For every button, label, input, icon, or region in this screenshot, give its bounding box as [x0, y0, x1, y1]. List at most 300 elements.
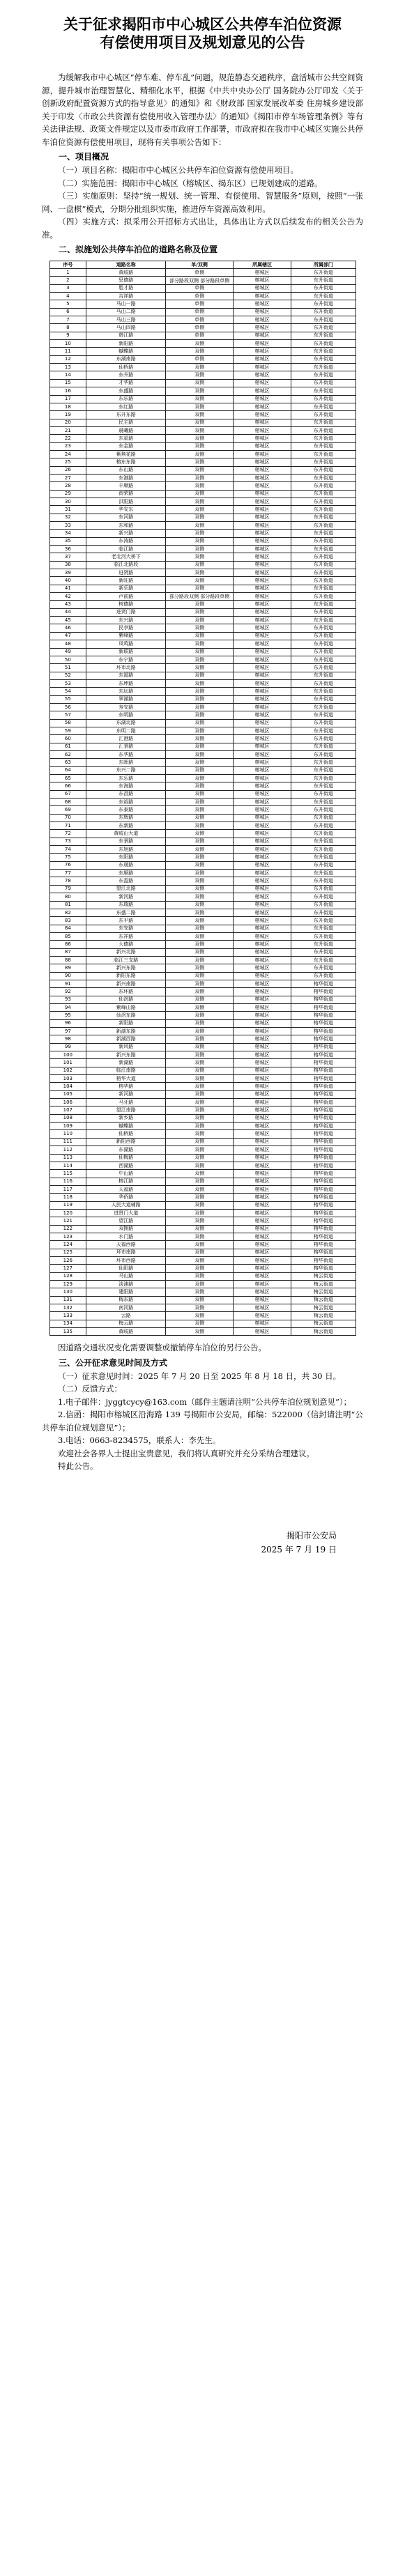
- road-name: 环市南路: [86, 1249, 166, 1256]
- department: 东升街道: [291, 775, 356, 782]
- department: 东升街道: [291, 648, 356, 656]
- district: 榕城区: [233, 332, 291, 339]
- department: 东升街道: [291, 901, 356, 909]
- road-name: 东河路: [86, 514, 166, 521]
- district: 榕城区: [233, 506, 291, 514]
- table-row: [49, 395, 356, 403]
- side-type: 双侧: [166, 1003, 234, 1011]
- row-index: 79: [49, 885, 86, 893]
- table-row: [49, 419, 356, 426]
- side-type: 双侧: [166, 688, 234, 695]
- road-name: 进贤门大道: [86, 1209, 166, 1217]
- department: 东升街道: [291, 293, 356, 300]
- side-type: 双侧: [166, 814, 234, 822]
- district: 榕城区: [233, 569, 291, 577]
- table-row: [49, 750, 356, 758]
- side-type: 双侧: [166, 482, 234, 490]
- road-name: 东坛路: [86, 688, 166, 695]
- department: 东升街道: [291, 640, 356, 648]
- department: 东升街道: [291, 838, 356, 845]
- side-type: 双侧: [166, 972, 234, 980]
- side-type: 双侧: [166, 1075, 234, 1083]
- district: 榕城区: [233, 300, 291, 308]
- district: 榕城区: [233, 1256, 291, 1264]
- department: 东升街道: [291, 379, 356, 387]
- road-name: 双拥路: [86, 1225, 166, 1233]
- row-index: 104: [49, 1083, 86, 1090]
- table-row: [49, 1067, 356, 1074]
- district: 榕城区: [233, 1217, 291, 1225]
- table-row: [49, 893, 356, 901]
- row-index: 93: [49, 996, 86, 1003]
- row-index: 115: [49, 1170, 86, 1178]
- road-name: 东湖路: [86, 1146, 166, 1154]
- road-name: 梅东路: [86, 1296, 166, 1304]
- department: 东升街道: [291, 450, 356, 458]
- road-name: 民主路: [86, 419, 166, 426]
- district: 榕城区: [233, 964, 291, 972]
- project-name-paragraph: （一）项目名称：揭阳市中心城区公共停车泊位资源有偿使用项目。: [58, 165, 298, 175]
- department: 东升街道: [291, 355, 356, 363]
- table-row: [49, 1241, 356, 1249]
- table-row: [49, 1328, 356, 1336]
- table-row: [49, 1028, 356, 1035]
- side-type: 双侧: [166, 948, 234, 956]
- side-type: 双侧: [166, 466, 234, 474]
- district: 榕城区: [233, 893, 291, 901]
- row-index: 135: [49, 1328, 86, 1336]
- department: 东升街道: [291, 561, 356, 569]
- road-name: 东明二路: [86, 727, 166, 734]
- road-name: 吉祥路: [86, 293, 166, 300]
- district: 榕城区: [233, 1249, 291, 1256]
- table-row: [49, 782, 356, 790]
- road-name: 南河路: [86, 1304, 166, 1312]
- table-row: [49, 1296, 356, 1304]
- side-type: 双侧: [166, 854, 234, 861]
- road-name: 东瑞路: [86, 901, 166, 909]
- department: 东升街道: [291, 530, 356, 537]
- road-name: 仙桥路: [86, 1130, 166, 1138]
- table-row: [49, 546, 356, 553]
- table-row: [49, 640, 356, 648]
- department: 东升街道: [291, 846, 356, 854]
- department: 榕华街道: [291, 1035, 356, 1043]
- district: 榕城区: [233, 782, 291, 790]
- department: 东升街道: [291, 435, 356, 442]
- table-row: [49, 719, 356, 727]
- header-side: 单/双侧: [166, 261, 234, 269]
- row-index: 45: [49, 617, 86, 624]
- table-row: [49, 553, 356, 561]
- side-type: 双侧: [166, 498, 234, 505]
- district: 榕城区: [233, 522, 291, 530]
- district: 榕城区: [233, 608, 291, 616]
- table-row: [49, 569, 356, 577]
- table-row: [49, 941, 356, 948]
- side-type: 双侧: [166, 925, 234, 932]
- road-name: 华侨路: [86, 1194, 166, 1201]
- department: 东升街道: [291, 679, 356, 687]
- road-name: 梅云路: [86, 1320, 166, 1327]
- side-type: 双侧: [166, 490, 234, 498]
- side-type: 双侧: [166, 1256, 234, 1264]
- district: 榕城区: [233, 885, 291, 893]
- department: 榕华街道: [291, 1209, 356, 1217]
- row-index: 97: [49, 1028, 86, 1035]
- district: 榕城区: [233, 474, 291, 481]
- road-name: 马山一路: [86, 300, 166, 308]
- table-row: [49, 561, 356, 569]
- department: 榕华街道: [291, 1241, 356, 1249]
- district: 榕城区: [233, 1146, 291, 1154]
- road-name: 东华路: [86, 750, 166, 758]
- road-name: 东山路: [86, 466, 166, 474]
- row-index: 99: [49, 1043, 86, 1051]
- row-index: 37: [49, 553, 86, 561]
- side-type: 双侧: [166, 371, 234, 379]
- row-index: 80: [49, 893, 86, 901]
- row-index: 69: [49, 806, 86, 814]
- row-index: 107: [49, 1106, 86, 1114]
- row-index: 15: [49, 379, 86, 387]
- row-index: 62: [49, 750, 86, 758]
- row-index: 129: [49, 1281, 86, 1288]
- road-name: 东盛路: [86, 387, 166, 395]
- district: 榕城区: [233, 1028, 291, 1035]
- row-index: 130: [49, 1288, 86, 1296]
- department: 东升街道: [291, 474, 356, 481]
- district: 榕城区: [233, 537, 291, 545]
- row-index: 58: [49, 719, 86, 727]
- district: 榕城区: [233, 1312, 291, 1320]
- road-name: 东阳路: [86, 854, 166, 861]
- side-type: 双侧: [166, 577, 234, 585]
- department: 东升街道: [291, 877, 356, 885]
- row-index: 124: [49, 1241, 86, 1249]
- table-row: [49, 585, 356, 592]
- side-type: 单侧: [166, 308, 234, 316]
- road-name: 临江三支路: [86, 956, 166, 964]
- road-name: 民享路: [86, 624, 166, 632]
- side-type: 单侧: [166, 300, 234, 308]
- district: 榕城区: [233, 1281, 291, 1288]
- side-type: 双侧: [166, 909, 234, 916]
- row-index: 55: [49, 695, 86, 703]
- department: 榕华街道: [291, 1233, 356, 1240]
- table-row: [49, 766, 356, 774]
- department: 东升街道: [291, 585, 356, 592]
- district: 榕城区: [233, 1114, 291, 1122]
- department: 梅云街道: [291, 1296, 356, 1304]
- table-row: [49, 617, 356, 624]
- road-name: 凤鸣路: [86, 640, 166, 648]
- road-name: 东晖路: [86, 759, 166, 766]
- department: 东升街道: [291, 830, 356, 838]
- district: 榕城区: [233, 450, 291, 458]
- district: 榕城区: [233, 917, 291, 925]
- road-name: 天福路: [86, 1185, 166, 1193]
- table-row: [49, 917, 356, 925]
- department: 榕华街道: [291, 1075, 356, 1083]
- table-row: [49, 814, 356, 822]
- department: 东升街道: [291, 624, 356, 632]
- department: 榕华街道: [291, 996, 356, 1003]
- table-row: [49, 1281, 356, 1288]
- district: 榕城区: [233, 1328, 291, 1336]
- header-index: 序号: [49, 261, 86, 269]
- table-row: [49, 537, 356, 545]
- row-index: 40: [49, 577, 86, 585]
- row-index: 4: [49, 293, 86, 300]
- side-type: 双侧: [166, 546, 234, 553]
- table-row: [49, 1083, 356, 1090]
- side-type: 双侧: [166, 648, 234, 656]
- row-index: 63: [49, 759, 86, 766]
- department: 梅云街道: [291, 1328, 356, 1336]
- road-name: 东升路: [86, 371, 166, 379]
- district: 榕城区: [233, 948, 291, 956]
- table-row: [49, 932, 356, 940]
- district: 榕城区: [233, 269, 291, 277]
- department: 东升街道: [291, 711, 356, 719]
- department: 东升街道: [291, 482, 356, 490]
- table-row: [49, 790, 356, 798]
- department: 榕华街道: [291, 1051, 356, 1059]
- road-name: 临江南路: [86, 1067, 166, 1074]
- side-type: 双侧: [166, 830, 234, 838]
- road-name: 黄岐路: [86, 1328, 166, 1336]
- table-row: [49, 1075, 356, 1083]
- adjustment-note: 因道路交通状况变化需要调整或撤销停车泊位的另行公告。: [58, 1343, 266, 1353]
- department: 榕华街道: [291, 988, 356, 996]
- road-name: 东兴路: [86, 617, 166, 624]
- table-row: [49, 1090, 356, 1098]
- table-row: [49, 1154, 356, 1162]
- road-name: 仙梅路: [86, 1154, 166, 1162]
- department: 东升街道: [291, 893, 356, 901]
- table-row: [49, 679, 356, 687]
- side-type: 双侧: [166, 1272, 234, 1280]
- side-type: 双侧: [166, 861, 234, 869]
- department: 东升街道: [291, 632, 356, 640]
- side-type: 双侧: [166, 877, 234, 885]
- row-index: 85: [49, 932, 86, 940]
- district: 榕城区: [233, 411, 291, 419]
- table-row: [49, 1099, 356, 1106]
- road-name: 树德路: [86, 601, 166, 608]
- road-name: 马山四路: [86, 324, 166, 332]
- side-type: 双侧: [166, 435, 234, 442]
- district: 榕城区: [233, 854, 291, 861]
- side-type: 双侧: [166, 585, 234, 592]
- notice-title: [42, 15, 363, 52]
- feedback-heading: （二）反馈方式：: [58, 1384, 122, 1394]
- row-index: 48: [49, 640, 86, 648]
- department: 东升街道: [291, 522, 356, 530]
- table-row: [49, 324, 356, 332]
- table-header-row: [49, 261, 356, 269]
- row-index: 64: [49, 766, 86, 774]
- table-row: [49, 695, 356, 703]
- table-row: [49, 348, 356, 355]
- table-row: [49, 435, 356, 442]
- side-type: 双侧: [166, 1217, 234, 1225]
- table-row: [49, 522, 356, 530]
- district: 榕城区: [233, 379, 291, 387]
- district: 榕城区: [233, 941, 291, 948]
- section-3-heading: 三、公开征求意见时间及方式: [59, 1357, 168, 1368]
- table-row: [49, 743, 356, 750]
- department: 东升街道: [291, 308, 356, 316]
- district: 榕城区: [233, 284, 291, 292]
- table-row: [49, 1288, 356, 1296]
- row-index: 47: [49, 632, 86, 640]
- side-type: 双侧: [166, 553, 234, 561]
- row-index: 13: [49, 364, 86, 371]
- table-row: [49, 1146, 356, 1154]
- district: 榕城区: [233, 340, 291, 348]
- department: 榕华街道: [291, 980, 356, 987]
- department: 东升街道: [291, 466, 356, 474]
- road-name: 新湖路: [86, 1059, 166, 1067]
- district: 榕城区: [233, 426, 291, 434]
- district: 榕城区: [233, 435, 291, 442]
- district: 榕城区: [233, 956, 291, 964]
- row-index: 76: [49, 861, 86, 869]
- district: 榕城区: [233, 1059, 291, 1067]
- road-name: 新湖西路: [86, 1035, 166, 1043]
- district: 榕城区: [233, 1106, 291, 1114]
- side-type: 双侧: [166, 426, 234, 434]
- table-row: [49, 830, 356, 838]
- department: 榕华街道: [291, 1028, 356, 1035]
- road-name: 东港路: [86, 474, 166, 481]
- row-index: 7: [49, 316, 86, 324]
- district: 榕城区: [233, 632, 291, 640]
- road-name: 榕东东路: [86, 458, 166, 466]
- road-name: 韩江路: [86, 332, 166, 339]
- road-name: 寿安路: [86, 703, 166, 711]
- title-line-1: 关于征求揭阳市中心城区公共停车泊位资源: [63, 15, 342, 33]
- department: 东升街道: [291, 790, 356, 798]
- side-type: 双侧: [166, 703, 234, 711]
- principle-paragraph: （三）实施原则：坚持“统一规划、统一管理、有偿使用、智慧服务”原则，按照“一张网、一盘棋”模式，分期分批组织实施，推进停车资源高效利用。: [42, 191, 363, 214]
- section-2-heading: 二、拟施划公共停车泊位的道路名称及位置: [59, 245, 218, 254]
- table-row: [49, 379, 356, 387]
- department: 榕华街道: [291, 1178, 356, 1185]
- side-type: 双侧: [166, 799, 234, 806]
- side-type: 双侧: [166, 1281, 234, 1288]
- department: 东升街道: [291, 546, 356, 553]
- side-type: 单侧: [166, 293, 234, 300]
- side-type: 双侧: [166, 750, 234, 758]
- road-name: 新兴东路: [86, 964, 166, 972]
- road-name: 胜才路: [86, 284, 166, 292]
- intro-paragraph: 为缓解我市中心城区“停车难、停车乱”问题，规范静态交通秩序，盘活城市公共空间资源，提升城市治理智慧化、精细化水平，根据《中共中央办公厅 国务院办公厅印发〈关于创新政府配置资源方式的指导意见〉的通知》和《财政部 国家发展改革委 住房城乡建设部关于印发〈市政公共资源有偿使用收入管理办法〉的通知》《揭阳市停车场管理条例》等有关法律法规、政策文件规定以及市委市政府工作部署，市政府拟在我市中心城区实施公共停车泊位资源有偿使用项目，现将有关事项公告如下：: [42, 72, 363, 147]
- department: 东升街道: [291, 735, 356, 743]
- department: 榕华街道: [291, 1170, 356, 1178]
- road-name: 蝴蝶路: [86, 1123, 166, 1130]
- row-index: 3: [49, 284, 86, 292]
- row-index: 21: [49, 426, 86, 434]
- row-index: 108: [49, 1114, 86, 1122]
- side-type: 双侧: [166, 624, 234, 632]
- side-type: 双侧: [166, 656, 234, 663]
- department: 东升街道: [291, 822, 356, 830]
- side-type: 双侧: [166, 782, 234, 790]
- department: 东升街道: [291, 703, 356, 711]
- table-row: [49, 1130, 356, 1138]
- row-index: 22: [49, 435, 86, 442]
- row-index: 81: [49, 901, 86, 909]
- table-row: [49, 925, 356, 932]
- department: 东升街道: [291, 411, 356, 419]
- district: 榕城区: [233, 909, 291, 916]
- row-index: 42: [49, 593, 86, 601]
- row-index: 1: [49, 269, 86, 277]
- district: 榕城区: [233, 814, 291, 822]
- side-type: 双侧: [166, 640, 234, 648]
- department: 东升街道: [291, 799, 356, 806]
- side-type: 双侧: [166, 1106, 234, 1114]
- department: 梅云街道: [291, 1320, 356, 1327]
- row-index: 120: [49, 1209, 86, 1217]
- road-name: 东新路: [86, 822, 166, 830]
- side-type: 双侧: [166, 403, 234, 410]
- road-name: 水门路: [86, 1233, 166, 1240]
- road-name: 东泰路: [86, 806, 166, 814]
- table-row: [49, 593, 356, 601]
- side-type: 双侧: [166, 1249, 234, 1256]
- side-type: 双侧: [166, 1185, 234, 1193]
- row-index: 46: [49, 624, 86, 632]
- row-index: 116: [49, 1178, 86, 1185]
- district: 榕城区: [233, 664, 291, 672]
- road-name: 东湖北路: [86, 719, 166, 727]
- table-row: [49, 1320, 356, 1327]
- road-name: 汇景路: [86, 743, 166, 750]
- road-name: 新阳西路: [86, 1138, 166, 1146]
- road-name: 临江路: [86, 546, 166, 553]
- row-index: 127: [49, 1265, 86, 1272]
- department: 榕华街道: [291, 1106, 356, 1114]
- side-type: 双侧: [166, 419, 234, 426]
- district: 榕城区: [233, 277, 291, 284]
- table-row: [49, 996, 356, 1003]
- road-name: 老北河大桥下: [86, 553, 166, 561]
- side-type: 双侧: [166, 885, 234, 893]
- row-index: 36: [49, 546, 86, 553]
- road-name: 新河路: [86, 1090, 166, 1098]
- department: 东升街道: [291, 925, 356, 932]
- table-row: [49, 300, 356, 308]
- side-type: 双侧: [166, 822, 234, 830]
- side-type: 单侧: [166, 316, 234, 324]
- table-row: [49, 1233, 356, 1240]
- department: 东升街道: [291, 664, 356, 672]
- department: 东升街道: [291, 348, 356, 355]
- table-row: [49, 1003, 356, 1011]
- row-index: 61: [49, 743, 86, 750]
- district: 榕城区: [233, 293, 291, 300]
- district: 榕城区: [233, 617, 291, 624]
- department: 东升街道: [291, 332, 356, 339]
- method-paragraph: （四）实施方式：拟采用公开招标方式出让，具体出让方式以后续发布的相关公告为准。: [42, 217, 363, 240]
- road-name: 黄岐山大道: [86, 830, 166, 838]
- table-row: [49, 948, 356, 956]
- row-index: 26: [49, 466, 86, 474]
